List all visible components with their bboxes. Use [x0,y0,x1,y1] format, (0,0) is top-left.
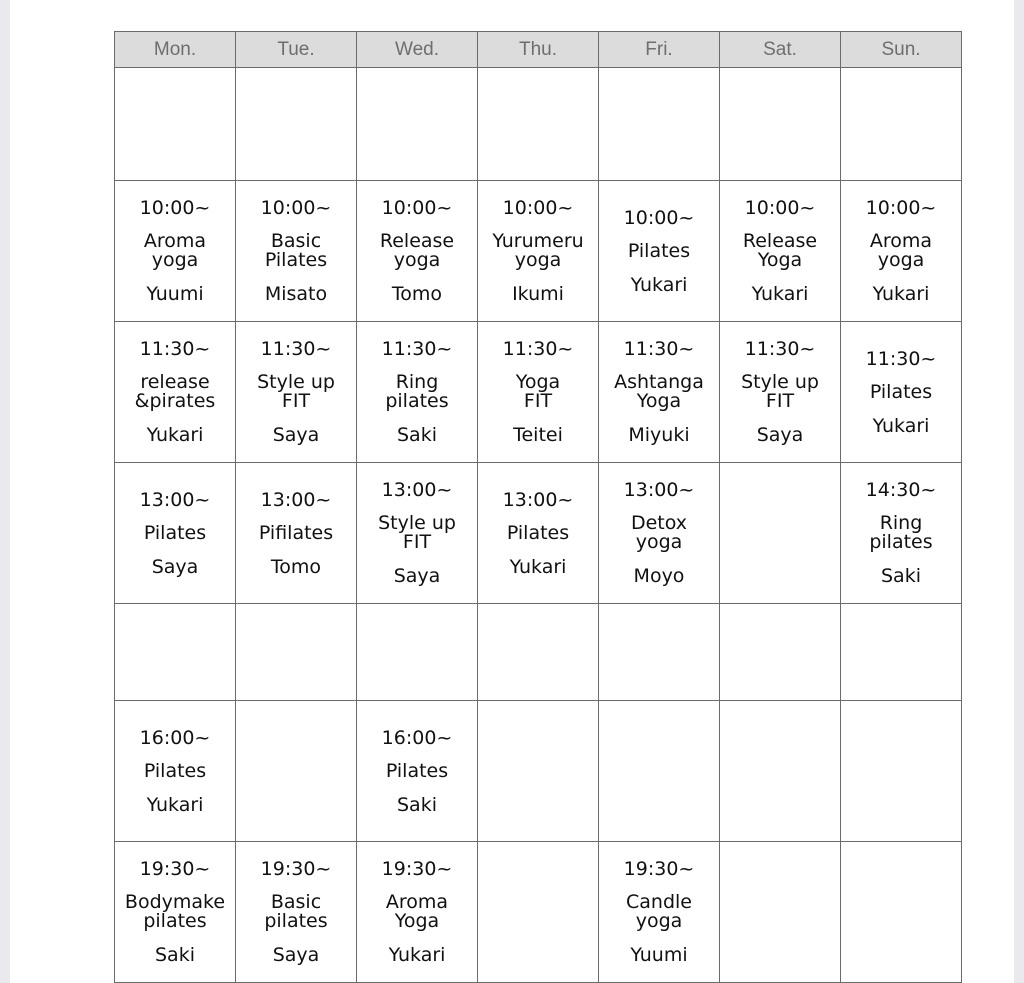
instructor-name: Saki [155,944,195,966]
class-slot [478,322,599,463]
class-time: 19:30~ [381,858,453,880]
instructor-name: Saya [151,555,199,578]
class-slot [599,463,720,604]
class-time: 19:30~ [623,858,695,880]
class-name: Candle yoga [626,891,692,932]
class-name: Release Yoga [742,230,818,271]
class-slot [115,842,236,983]
instructor-name: Yukari [509,555,567,578]
class-slot [720,181,841,322]
class-slot [357,181,478,322]
empty-slot [478,68,599,181]
class-slot [115,181,236,322]
empty-slot [236,701,357,842]
day-header: Tue. [236,32,357,68]
class-slot [236,463,357,604]
instructor-name: Yukari [146,424,204,446]
day-header: Wed. [357,32,478,68]
instructor-name: Saki [881,565,921,587]
instructor-name: Saya [756,424,804,446]
class-name: Style up FIT [741,371,819,412]
instructor-name: Yukari [146,793,204,816]
class-name: Style up FIT [257,371,335,412]
instructor-name: Yukari [388,944,446,966]
instructor-name: Yuumi [630,944,688,966]
class-slot [357,701,478,842]
schedule-row [115,322,962,463]
class-time: 14:30~ [865,479,937,501]
class-name: Yurumeru yoga [492,230,584,271]
instructor-name: Tomo [270,555,322,578]
instructor-name: Ikumi [512,283,564,305]
class-time: 11:30~ [865,347,937,370]
instructor-name: Yukari [872,283,930,305]
empty-slot [357,68,478,181]
schedule-page [10,0,1014,983]
class-slot [720,322,841,463]
empty-slot [115,68,236,181]
instructor-name: Misato [264,283,328,305]
empty-slot [478,701,599,842]
schedule-row [115,604,962,701]
empty-slot [236,68,357,181]
class-time: 10:00~ [865,197,937,219]
class-name: Detox yoga [630,512,688,553]
instructor-name: Yuumi [146,283,204,305]
empty-slot [599,604,720,701]
day-header: Sat. [720,32,841,68]
instructor-name: Saya [393,565,441,587]
schedule-row [115,181,962,322]
class-time: 11:30~ [623,338,695,360]
instructor-name: Miyuki [628,424,690,446]
class-time: 11:30~ [744,338,816,360]
class-time: 10:00~ [623,206,695,229]
class-name: Aroma yoga [143,230,207,271]
empty-slot [720,842,841,983]
class-slot [841,181,962,322]
instructor-name: Saya [272,424,320,446]
empty-slot [720,701,841,842]
class-time: 10:00~ [260,197,332,219]
class-name: Release yoga [379,230,455,271]
day-header: Fri. [599,32,720,68]
day-header: Mon. [115,32,236,68]
class-slot [599,181,720,322]
class-slot [236,322,357,463]
class-name: Basic Pilates [264,230,328,271]
class-name: Pifilates [258,521,334,544]
class-slot [478,181,599,322]
class-name: Pilates [869,380,933,403]
class-time: 10:00~ [744,197,816,219]
day-header: Thu. [478,32,599,68]
empty-slot [478,604,599,701]
class-slot [236,842,357,983]
class-name: Pilates [506,521,570,544]
class-name: Pilates [143,759,207,782]
class-time: 10:00~ [139,197,211,219]
class-slot [115,463,236,604]
instructor-name: Saya [272,944,320,966]
empty-slot [478,842,599,983]
class-name: Ring pilates [385,371,449,412]
class-slot [599,842,720,983]
class-name: Aroma yoga [869,230,933,271]
empty-slot [720,68,841,181]
class-name: Ring pilates [869,512,933,553]
class-name: Ashtanga Yoga [614,371,704,412]
class-time: 13:00~ [381,479,453,501]
class-time: 10:00~ [381,197,453,219]
instructor-name: Saki [397,424,437,446]
empty-slot [841,68,962,181]
class-time: 16:00~ [139,726,211,749]
instructor-name: Yukari [872,414,930,437]
empty-slot [599,68,720,181]
instructor-name: Moyo [633,565,685,587]
empty-slot [115,604,236,701]
class-time: 11:30~ [260,338,332,360]
class-slot [357,463,478,604]
class-time: 13:00~ [502,488,574,511]
empty-slot [841,842,962,983]
class-name: release &pirates [134,371,216,412]
class-time: 19:30~ [139,858,211,880]
class-time: 11:30~ [139,338,211,360]
class-name: Aroma Yoga [385,891,449,932]
empty-slot [357,604,478,701]
class-name: Pilates [143,521,207,544]
class-name: Pilates [385,759,449,782]
class-time: 16:00~ [381,726,453,749]
class-slot [357,322,478,463]
class-time: 11:30~ [502,338,574,360]
class-slot [841,322,962,463]
class-time: 19:30~ [260,858,332,880]
empty-slot [841,604,962,701]
schedule-row [115,68,962,181]
class-time: 13:00~ [623,479,695,501]
class-name: Bodymake pilates [124,891,226,932]
empty-slot [720,604,841,701]
class-name: Pilates [627,239,691,262]
empty-slot [720,463,841,604]
schedule-row [115,463,962,604]
instructor-name: Yukari [630,273,688,296]
schedule-row [115,842,962,983]
class-name: Basic pilates [264,891,328,932]
class-slot [478,463,599,604]
class-slot [115,322,236,463]
class-slot [236,181,357,322]
class-slot [841,463,962,604]
class-slot [599,322,720,463]
class-name: Yoga FIT [515,371,561,412]
instructor-name: Tomo [391,283,443,305]
instructor-name: Teitei [513,424,563,446]
class-slot [357,842,478,983]
class-name: Style up FIT [378,512,456,553]
empty-slot [236,604,357,701]
class-time: 10:00~ [502,197,574,219]
class-time: 13:00~ [260,488,332,511]
class-slot [115,701,236,842]
instructor-name: Saki [397,793,437,816]
empty-slot [599,701,720,842]
day-header-row [115,32,962,68]
class-time: 13:00~ [139,488,211,511]
instructor-name: Yukari [751,283,809,305]
empty-slot [841,701,962,842]
class-time: 11:30~ [381,338,453,360]
schedule-row [115,701,962,842]
day-header: Sun. [841,32,962,68]
weekly-class-schedule [114,31,962,983]
